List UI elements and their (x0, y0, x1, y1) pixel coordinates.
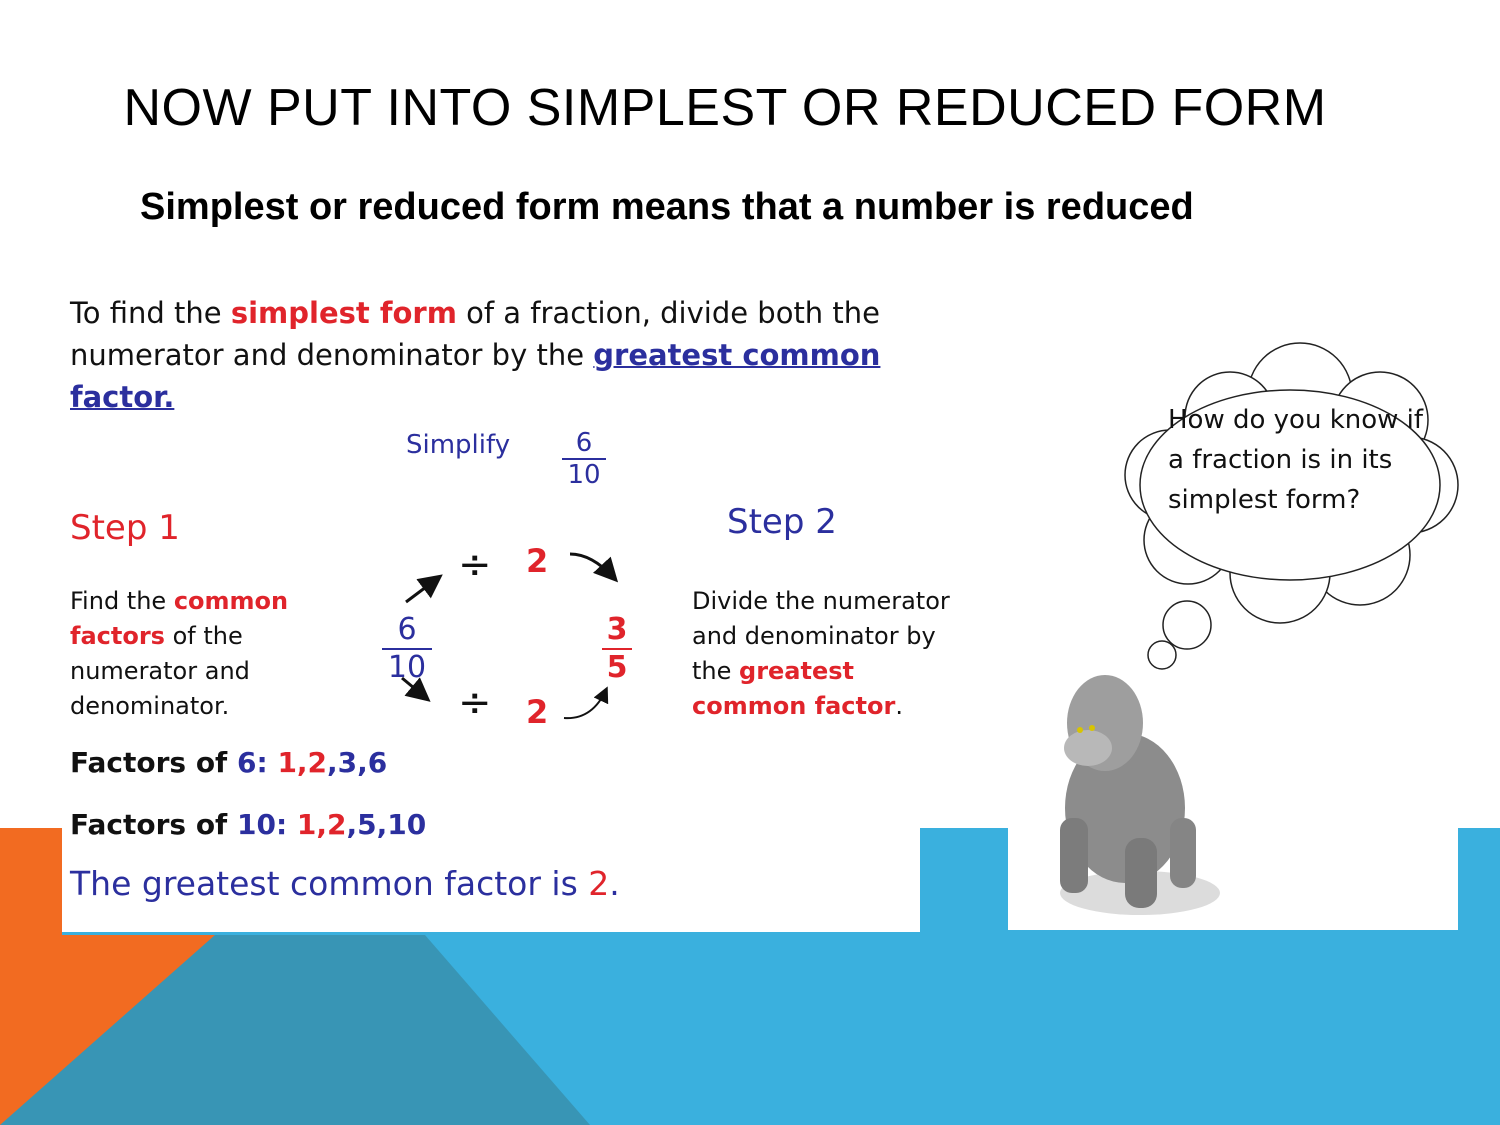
step2-post: . (895, 692, 903, 720)
diagram-left-numerator: 6 (382, 612, 432, 650)
factors6-highlight: 1,2 (277, 746, 328, 779)
step1-post: of the numerator and denominator. (70, 622, 250, 720)
gcf-statement (70, 864, 620, 903)
step1-highlight: common factors (70, 587, 289, 650)
factors6-label: Factors of (70, 746, 237, 779)
diagram-left-denominator: 10 (387, 650, 427, 685)
factors10-colon: : (275, 808, 288, 841)
start-fraction (562, 428, 606, 490)
slide-title: NOW PUT INTO SIMPLEST OR REDUCED FORM (123, 79, 1327, 137)
gcf-link: greatest common factor. (70, 338, 881, 414)
intro-mid: of a fraction, divide both the numerator and denominator by the (70, 296, 880, 372)
step2-text (692, 584, 952, 724)
diagram-result-denominator: 5 (606, 650, 628, 685)
divide-symbol-top: ÷ (458, 542, 492, 588)
intro-highlight: simplest form (230, 296, 457, 330)
arrow-top-right (570, 554, 614, 578)
step1-text (70, 584, 350, 724)
start-numerator: 6 (562, 428, 606, 460)
gorilla-icon (1030, 668, 1230, 928)
factors10-highlight: 1,2 (296, 808, 347, 841)
lesson-image (62, 280, 950, 932)
divide-symbol-bottom: ÷ (458, 680, 492, 726)
arrow-bottom-right (564, 690, 606, 718)
diagram-result-numerator: 3 (602, 612, 632, 650)
intro-text (70, 292, 910, 418)
arrow-down-left (402, 678, 426, 698)
factors-of-6 (70, 746, 387, 779)
factors10-number: 10 (237, 808, 276, 841)
gcf-text: The greatest common factor is (70, 864, 589, 903)
diagram-arrows (392, 540, 632, 730)
step2-highlight: greatest common factor (692, 657, 896, 720)
simplify-label: Simplify (406, 430, 511, 460)
step1-pre: Find the (70, 587, 174, 615)
factors10-label: Factors of (70, 808, 237, 841)
thought-bubble-text: How do you know if a fraction is in its simplest form? (1168, 405, 1424, 515)
factors6-colon: : (256, 746, 268, 779)
factors-of-10 (70, 808, 426, 841)
step2-label: Step 2 (727, 502, 837, 542)
factors10-rest: ,5,10 (346, 808, 427, 841)
slide-subtitle: Simplest or reduced form means that a number is reduced (140, 186, 1194, 228)
divisor-bottom: 2 (526, 693, 549, 731)
factors6-number: 6 (237, 746, 257, 779)
arrow-up-left (406, 578, 438, 602)
intro-pre: To find the (70, 296, 231, 330)
gcf-end: . (609, 864, 620, 903)
step2-pre: Divide the numerator and denominator by the (692, 587, 950, 685)
divisor-top: 2 (526, 542, 549, 580)
step1-label: Step 1 (70, 508, 180, 548)
start-denominator: 10 (567, 460, 601, 490)
factors6-rest: ,3,6 (327, 746, 388, 779)
gcf-value: 2 (588, 864, 610, 903)
